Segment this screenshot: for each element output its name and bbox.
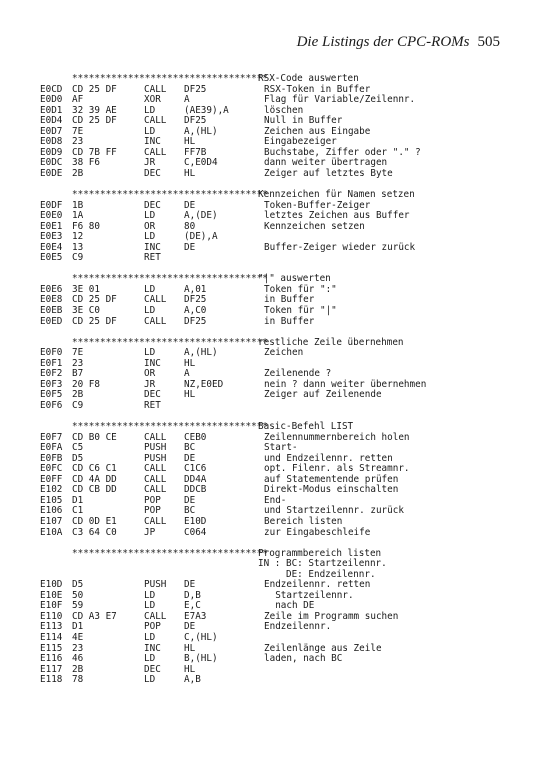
line-mnemonic: LD [144, 600, 156, 612]
line-hex-bytes: 2B [72, 389, 84, 401]
line-address: E0FC [40, 463, 63, 475]
line-operand: CEB0 [184, 431, 207, 443]
line-address: E116 [40, 653, 63, 665]
line-hex-bytes: D5 [72, 452, 84, 464]
line-mnemonic: CALL [144, 315, 167, 327]
line-address: E0E8 [40, 294, 63, 306]
line-address: E0DE [40, 167, 63, 179]
line-hex-bytes: C5 [72, 442, 84, 454]
line-hex-bytes: 23 [72, 642, 84, 654]
line-hex-bytes: *********************************** [72, 189, 268, 201]
line-section-comment: restliche Zeile übernehmen [258, 336, 404, 348]
line-address: E0DF [40, 199, 63, 211]
line-mnemonic: LD [144, 631, 156, 643]
line-mnemonic: OR [144, 368, 156, 380]
line-hex-bytes: 32 39 AE [72, 104, 117, 116]
line-address: E105 [40, 494, 63, 506]
line-hex-bytes: C9 [72, 252, 84, 264]
line-operand: HL [184, 167, 196, 179]
page-number: 505 [477, 34, 500, 50]
line-address: E0E0 [40, 210, 63, 222]
line-hex-bytes: D1 [72, 494, 84, 506]
line-comment: zur Eingabeschleife [264, 526, 371, 538]
line-comment: und Startzeilennr. zurück [264, 505, 404, 517]
line-mnemonic: LD [144, 104, 156, 116]
line-operand: A,01 [184, 283, 207, 295]
line-hex-bytes: CD A3 E7 [72, 610, 117, 622]
line-comment: Eingabezeiger [264, 136, 337, 148]
line-operand: HL [184, 663, 196, 675]
line-operand: BC [184, 442, 196, 454]
line-operand: A,B [184, 674, 201, 686]
line-hex-bytes: 2B [72, 167, 84, 179]
line-hex-bytes: *********************************** [72, 273, 268, 285]
line-section-comment: IN : BC: Startzeilennr. [258, 558, 387, 570]
line-operand: DDCB [184, 484, 207, 496]
line-address: E118 [40, 674, 63, 686]
line-address: E115 [40, 642, 63, 654]
line-operand: C1C6 [184, 463, 207, 475]
line-comment: Direkt-Modus einschalten [264, 484, 399, 496]
line-address: E110 [40, 610, 63, 622]
line-hex-bytes: B7 [72, 368, 84, 380]
line-operand: HL [184, 642, 196, 654]
line-section-comment: Kennzeichen für Namen setzen [258, 189, 415, 201]
line-section-comment: RSX-Code auswerten [258, 73, 359, 84]
line-address: E0F7 [40, 431, 63, 443]
line-hex-bytes: 59 [72, 600, 84, 612]
line-mnemonic: CALL [144, 515, 167, 527]
line-mnemonic: PUSH [144, 579, 167, 591]
line-operand: E7A3 [184, 610, 207, 622]
line-hex-bytes: F6 80 [72, 220, 100, 232]
line-hex-bytes: 38 F6 [72, 157, 100, 169]
line-address: E0CD [40, 83, 63, 95]
line-mnemonic: INC [144, 357, 161, 369]
line-operand: C,E0D4 [184, 157, 218, 169]
line-mnemonic: CALL [144, 294, 167, 306]
line-address: E0DC [40, 157, 63, 169]
line-address: E0FA [40, 442, 63, 454]
line-address: E0F0 [40, 347, 63, 359]
line-hex-bytes: CD B0 CE [72, 431, 117, 443]
line-comment: dann weiter übertragen [264, 157, 388, 169]
line-address: E0E5 [40, 252, 63, 264]
line-mnemonic: INC [144, 136, 161, 148]
line-comment: Buchstabe, Ziffer oder "." ? [264, 146, 421, 158]
line-mnemonic: INC [144, 642, 161, 654]
line-hex-bytes: C3 64 C0 [72, 526, 117, 538]
line-hex-bytes: D5 [72, 579, 84, 591]
line-operand: DD4A [184, 473, 207, 485]
line-comment: Zeilennummernbereich holen [264, 431, 410, 443]
line-address: E0D4 [40, 115, 63, 127]
line-operand: A,(HL) [184, 347, 218, 359]
line-hex-bytes: CD 25 DF [72, 115, 117, 127]
line-operand: A,(DE) [184, 210, 218, 222]
line-mnemonic: DEC [144, 663, 161, 675]
line-hex-bytes: 50 [72, 589, 84, 601]
line-comment: Zeilenende ? [264, 368, 332, 380]
line-operand: DE [184, 621, 196, 633]
line-hex-bytes: 3E C0 [72, 305, 100, 317]
line-hex-bytes: C9 [72, 399, 84, 411]
line-operand: A [184, 94, 190, 106]
line-hex-bytes: 4E [72, 631, 84, 643]
line-comment: löschen [264, 104, 304, 116]
line-mnemonic: CALL [144, 146, 167, 158]
line-mnemonic: JR [144, 378, 156, 390]
line-hex-bytes: 3E 01 [72, 283, 100, 295]
line-operand: E10D [184, 515, 207, 527]
line-comment: in Buffer [264, 294, 315, 306]
line-hex-bytes: *********************************** [72, 421, 268, 433]
line-hex-bytes: 1A [72, 210, 84, 222]
line-mnemonic: CALL [144, 610, 167, 622]
line-comment: laden, nach BC [264, 653, 343, 665]
line-hex-bytes: 7E [72, 347, 84, 359]
line-mnemonic: LD [144, 674, 156, 686]
line-comment: Token für ":" [264, 283, 337, 295]
line-address: E107 [40, 515, 63, 527]
line-address: E102 [40, 484, 63, 496]
line-hex-bytes: 2B [72, 663, 84, 675]
line-address: E0FB [40, 452, 63, 464]
line-comment: opt. Filenr. als Streamnr. [264, 463, 410, 475]
line-address: E10E [40, 589, 63, 601]
line-operand: DE [184, 241, 196, 253]
line-address: E0F6 [40, 399, 63, 411]
line-address: E0D0 [40, 94, 63, 106]
line-section-comment: Programmbereich listen [258, 547, 382, 559]
line-mnemonic: CALL [144, 463, 167, 475]
line-operand: C064 [184, 526, 207, 538]
line-address: E0E6 [40, 283, 63, 295]
line-comment: Zeiger auf Zeilenende [264, 389, 382, 401]
line-mnemonic: OR [144, 220, 156, 232]
line-hex-bytes: CD C6 C1 [72, 463, 117, 475]
line-operand: A,C0 [184, 305, 207, 317]
line-comment: nach DE [264, 600, 315, 612]
line-hex-bytes: C1 [72, 505, 84, 517]
line-hex-bytes: CD 4A DD [72, 473, 117, 485]
line-address: E10A [40, 526, 63, 538]
line-mnemonic: LD [144, 231, 156, 243]
line-mnemonic: POP [144, 494, 161, 506]
line-operand: DF25 [184, 115, 207, 127]
line-mnemonic: POP [144, 621, 161, 633]
line-hex-bytes: 23 [72, 357, 84, 369]
line-address: E117 [40, 663, 63, 675]
line-mnemonic: LD [144, 125, 156, 137]
line-address: E0D1 [40, 104, 63, 116]
line-mnemonic: POP [144, 505, 161, 517]
line-operand: NZ,E0ED [184, 378, 224, 390]
line-mnemonic: DEC [144, 199, 161, 211]
line-hex-bytes: *********************************** [72, 73, 268, 84]
line-operand: DF25 [184, 294, 207, 306]
line-operand: (DE),A [184, 231, 218, 243]
line-mnemonic: CALL [144, 484, 167, 496]
line-address: E114 [40, 631, 63, 643]
line-comment: Zeiger auf letztes Byte [264, 167, 393, 179]
line-section-comment: "|" auswerten [258, 273, 331, 285]
line-address: E0D9 [40, 146, 63, 158]
line-mnemonic: RET [144, 399, 161, 411]
line-mnemonic: INC [144, 241, 161, 253]
line-address: E10D [40, 579, 63, 591]
line-comment: in Buffer [264, 315, 315, 327]
line-operand: DE [184, 494, 196, 506]
line-hex-bytes: 13 [72, 241, 84, 253]
line-operand: DF25 [184, 315, 207, 327]
line-hex-bytes: 20 F8 [72, 378, 100, 390]
line-comment: nein ? dann weiter übernehmen [264, 378, 427, 390]
line-mnemonic: LD [144, 283, 156, 295]
line-address: E0F3 [40, 378, 63, 390]
line-hex-bytes: *********************************** [72, 336, 268, 348]
line-comment: Buffer-Zeiger wieder zurück [264, 241, 416, 253]
line-operand: 80 [184, 220, 196, 232]
line-mnemonic: LD [144, 305, 156, 317]
line-section-comment: DE: Endzeilennr. [258, 568, 376, 580]
line-address: E106 [40, 505, 63, 517]
line-comment: Zeichen [264, 347, 304, 359]
line-comment: letztes Zeichen aus Buffer [264, 210, 410, 222]
line-mnemonic: LD [144, 653, 156, 665]
line-hex-bytes: CD 25 DF [72, 315, 117, 327]
line-comment: Zeile im Programm suchen [264, 610, 399, 622]
line-operand: DF25 [184, 83, 207, 95]
line-address: E0D8 [40, 136, 63, 148]
line-operand: FF7B [184, 146, 207, 158]
line-address: E0E4 [40, 241, 63, 253]
line-address: E0EB [40, 305, 63, 317]
line-operand: B,(HL) [184, 653, 218, 665]
line-address: E113 [40, 621, 63, 633]
line-comment: Token für "|" [264, 305, 337, 317]
line-address: E0ED [40, 315, 63, 327]
line-comment: End- [264, 494, 287, 506]
line-mnemonic: PUSH [144, 452, 167, 464]
line-comment: Token-Buffer-Zeiger [264, 199, 371, 211]
line-operand: BC [184, 505, 196, 517]
line-comment: Start- [264, 442, 298, 454]
line-mnemonic: CALL [144, 431, 167, 443]
line-comment: Endzeilennr. [264, 621, 332, 633]
line-address: E10F [40, 600, 63, 612]
line-comment: Zeilenlänge aus Zeile [264, 642, 382, 654]
line-comment: Startzeilennr. [264, 589, 354, 601]
line-operand: C,(HL) [184, 631, 218, 643]
line-address: E0F2 [40, 368, 63, 380]
line-hex-bytes: CD 25 DF [72, 294, 117, 306]
line-mnemonic: CALL [144, 473, 167, 485]
line-mnemonic: DEC [144, 389, 161, 401]
line-operand: DE [184, 452, 196, 464]
line-hex-bytes: CD CB DD [72, 484, 117, 496]
line-address: E0E3 [40, 231, 63, 243]
line-mnemonic: LD [144, 589, 156, 601]
line-hex-bytes: 23 [72, 136, 84, 148]
line-operand: D,B [184, 589, 201, 601]
line-mnemonic: DEC [144, 167, 161, 179]
line-operand: A,(HL) [184, 125, 218, 137]
line-hex-bytes: 78 [72, 674, 84, 686]
line-comment: Endzeilennr. retten [264, 579, 371, 591]
line-section-comment: Basic-Befehl LIST [258, 421, 354, 433]
line-address: E0D7 [40, 125, 63, 137]
page-header [297, 34, 500, 51]
line-hex-bytes: CD 7B FF [72, 146, 117, 158]
line-operand: DE [184, 199, 196, 211]
line-comment: Kennzeichen setzen [264, 220, 365, 232]
line-operand: A [184, 368, 190, 380]
line-hex-bytes: 46 [72, 653, 84, 665]
line-operand: E,C [184, 600, 201, 612]
line-hex-bytes: *********************************** [72, 547, 268, 559]
line-comment: und Endzeilennr. retten [264, 452, 393, 464]
line-address: E0F5 [40, 389, 63, 401]
line-hex-bytes: AF [72, 94, 84, 106]
line-hex-bytes: CD 0D E1 [72, 515, 117, 527]
line-mnemonic: JP [144, 526, 156, 538]
line-mnemonic: JR [144, 157, 156, 169]
line-mnemonic: PUSH [144, 442, 167, 454]
line-comment: auf Statementende prüfen [264, 473, 399, 485]
line-comment: Null in Buffer [264, 115, 343, 127]
line-mnemonic: RET [144, 252, 161, 264]
line-operand: DE [184, 579, 196, 591]
line-mnemonic: XOR [144, 94, 161, 106]
line-comment: Zeichen aus Eingabe [264, 125, 371, 137]
line-address: E0E1 [40, 220, 63, 232]
running-title: Die Listings der CPC-ROMs [296, 34, 470, 50]
line-hex-bytes: D1 [72, 621, 84, 633]
line-hex-bytes: 12 [72, 231, 84, 243]
line-operand: HL [184, 389, 196, 401]
line-mnemonic: LD [144, 210, 156, 222]
line-comment: Bereich listen [264, 515, 343, 527]
line-mnemonic: CALL [144, 115, 167, 127]
line-operand: HL [184, 136, 196, 148]
line-operand: HL [184, 357, 196, 369]
line-address: E0F1 [40, 357, 63, 369]
line-hex-bytes: 1B [72, 199, 84, 211]
line-operand: (AE39),A [184, 104, 229, 116]
line-hex-bytes: 7E [72, 125, 84, 137]
line-address: E0FF [40, 473, 63, 485]
line-hex-bytes: CD 25 DF [72, 83, 117, 95]
line-mnemonic: LD [144, 347, 156, 359]
line-comment: Flag für Variable/Zeilennr. [264, 94, 416, 106]
line-comment: RSX-Token in Buffer [264, 83, 371, 95]
line-mnemonic: CALL [144, 83, 167, 95]
